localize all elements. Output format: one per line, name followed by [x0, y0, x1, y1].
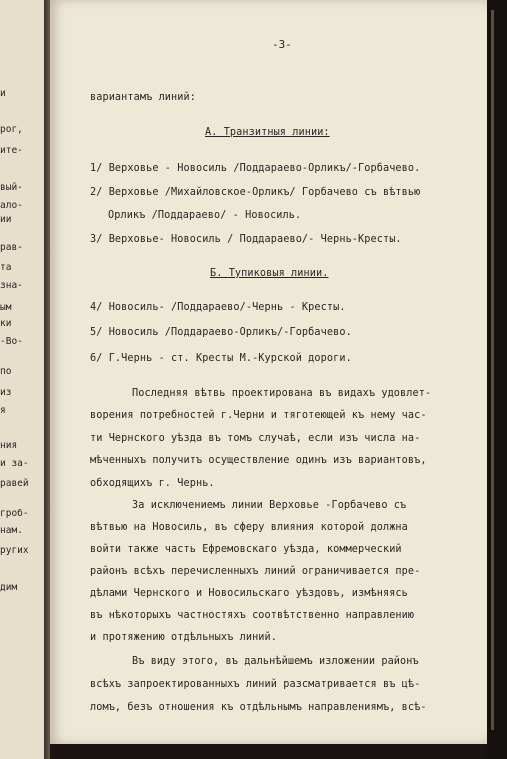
route-item: 2/ Верховье /Михайловское-Орликъ/ Горбачево съ вѣтвью — [90, 187, 421, 198]
paragraph-line: ти Чернского уѣзда въ томъ случаѣ, если изъ числа на- — [90, 433, 421, 444]
paragraph-line: и протяжению отдѣльныхъ линий. — [90, 632, 278, 643]
facing-page-fragment: из — [0, 387, 12, 398]
paragraph-line: войти также часть Ефремовскаго уѣзда, коммерческий — [90, 544, 402, 555]
facing-page-fragment: гроб- — [0, 508, 29, 519]
paragraph-line: вѣтвью на Новосиль, въ сферу влияния которой должна — [90, 522, 408, 533]
facing-page-fragment: ния — [0, 440, 18, 451]
paragraph-line: всѣхъ запроектированныхъ линий разсматривается въ цѣ- — [90, 679, 421, 690]
facing-page-fragment: и — [0, 88, 6, 99]
facing-page-fragment: ите- — [0, 145, 23, 156]
facing-page-fragment: зна- — [0, 280, 23, 291]
page-edge-strip — [491, 10, 494, 730]
facing-page-fragment: ым — [0, 302, 12, 313]
route-item: 5/ Новосиль /Поддараево-Орликъ/-Горбачево. — [90, 327, 352, 338]
facing-page-fragment: ии — [0, 214, 12, 225]
facing-page-fragment: рав- — [0, 242, 23, 253]
facing-page-fragment: ало- — [0, 200, 23, 211]
paragraph-line: Последняя вѣтвь проектирована въ видахъ удовлет- — [132, 388, 432, 399]
paragraph-line: дѣлами Чернского и Новосильскаго уѣздовъ, измѣняясь — [90, 588, 408, 599]
page-number: -3- — [272, 38, 292, 51]
facing-page-fragment: ругих — [0, 545, 29, 556]
section-a-heading: А. Транзитныя линии: — [205, 127, 330, 138]
facing-page-fragment: я — [0, 405, 6, 416]
page-edge — [487, 0, 507, 759]
section-b-heading: Б. Тупиковыя линии. — [210, 268, 329, 279]
facing-page-fragment: нам. — [0, 525, 23, 536]
facing-page-fragment: по — [0, 366, 12, 377]
facing-page-fragment: ки — [0, 318, 12, 329]
paragraph-line: Въ виду этого, въ дальнѣйшемъ изложении районъ — [132, 656, 419, 667]
facing-page-fragment: рог, — [0, 124, 23, 135]
facing-page-fragment: вый- — [0, 182, 23, 193]
paragraph-line: ворения потребностей г.Черни и тяготеющей къ нему час- — [90, 410, 427, 421]
paragraph-line: районъ всѣхъ перечисленныхъ линий ограничивается пре- — [90, 566, 421, 577]
facing-page-fragment: равей — [0, 478, 29, 489]
page-bottom-edge — [50, 744, 487, 759]
paragraph-line: За исключениемъ линии Верховье -Горбачево съ — [132, 500, 407, 511]
route-item: 4/ Новосиль- /Поддараево/-Чернь - Кресты. — [90, 302, 346, 313]
route-item: 1/ Верховье - Новосиль /Поддараево-Орликъ/-Горбачево. — [90, 163, 421, 174]
facing-page-fragment: дим — [0, 582, 18, 593]
paragraph-line: ломъ, безъ отношения къ отдѣльнымъ направлениямъ, всѣ- — [90, 702, 427, 713]
route-item: 6/ Г.Чернь - ст. Кресты М.-Курской дороги. — [90, 353, 352, 364]
paragraph-line: обходящихъ г. Чернь. — [90, 478, 215, 489]
paragraph-line: мѣченныхъ получитъ осуществление одинъ изъ вариантовъ, — [90, 455, 427, 466]
intro-line: вариантамъ линий: — [90, 92, 196, 103]
facing-page-fragment: -Во- — [0, 336, 23, 347]
route-item-continuation: Орликъ /Поддараево/ - Новосиль. — [108, 210, 302, 221]
route-item: 3/ Верховье- Новосиль / Поддараево/- Чернь-Кресты. — [90, 234, 402, 245]
facing-page-fragment: и за- — [0, 458, 29, 469]
facing-page-fragment: та — [0, 262, 12, 273]
paragraph-line: въ нѣкоторыхъ частностяхъ соотвѣтственно направлению — [90, 610, 415, 621]
document-page — [50, 0, 487, 744]
facing-page — [0, 0, 45, 759]
